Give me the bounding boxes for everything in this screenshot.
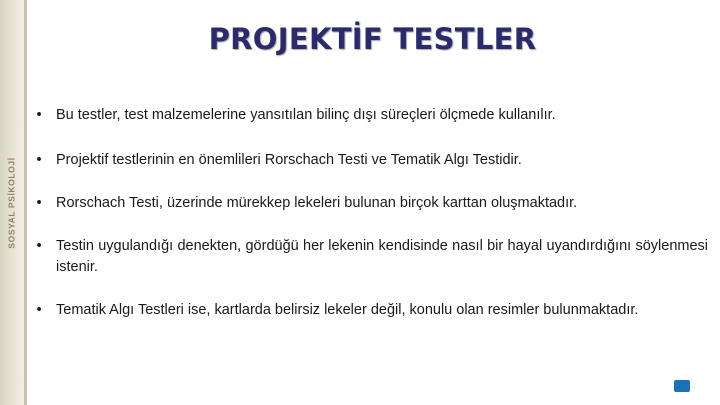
bullet-text: Tematik Algı Testleri ise, kartlarda belirsiz lekeler değil, konulu olan resimler bulunmaktadır. [56, 302, 639, 318]
bullet-dot: • [36, 195, 42, 211]
bullet-item [32, 300, 708, 321]
course-label [3, 148, 21, 258]
bullet-item [32, 150, 708, 171]
bullet-dot: • [36, 302, 42, 318]
bullet-item [32, 236, 708, 278]
bullet-dot: • [36, 107, 42, 123]
bullet-item [32, 193, 708, 214]
bullet-dot: • [36, 238, 42, 254]
bullet-text: Testin uygulandığı denekten, gördüğü her lekenin kendisinde nasıl bir hayal uyandırdığını söylenmesi istenir. [56, 238, 708, 275]
bullet-text: Bu testler, test malzemelerine yansıtılan bilinç dışı süreçleri ölçmede kullanılır. [56, 107, 556, 123]
bullet-text: Projektif testlerinin en önemlileri Rorschach Testi ve Tematik Algı Testidir. [56, 152, 522, 168]
bullet-item [32, 105, 708, 126]
side-divider [24, 0, 27, 405]
course-label-text: SOSYAL PSİKOLOJİ [7, 157, 18, 249]
bullet-list [32, 100, 708, 321]
slide-title: PROJEKTİF TESTLER [208, 22, 537, 56]
bullet-dot: • [36, 152, 42, 168]
publisher-logo-icon [674, 380, 690, 392]
bullet-text: Rorschach Testi, üzerinde mürekkep lekeleri bulunan birçok karttan oluşmaktadır. [56, 195, 578, 211]
